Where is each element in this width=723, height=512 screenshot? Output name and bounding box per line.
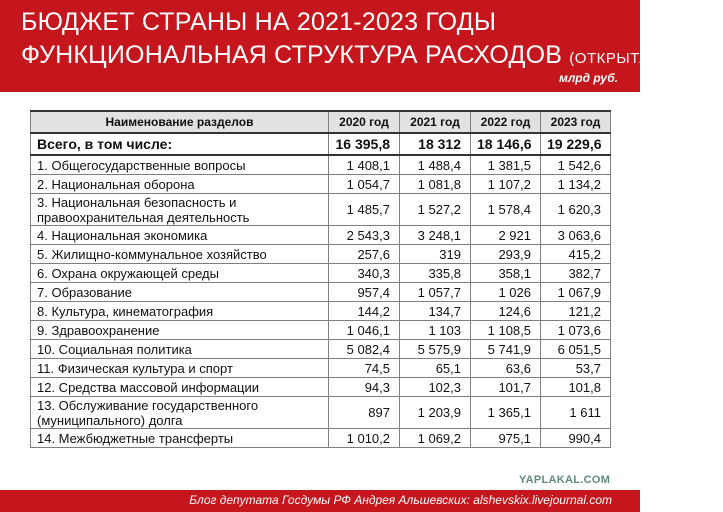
- row-label: 4. Национальная экономика: [31, 226, 329, 245]
- column-header-2023: 2023 год: [541, 111, 611, 133]
- row-value: 1 026: [471, 283, 541, 302]
- row-label: 10. Социальная политика: [31, 340, 329, 359]
- row-value: 319: [400, 245, 471, 264]
- row-label: 9. Здравоохранение: [31, 321, 329, 340]
- row-label: 5. Жилищно-коммунальное хозяйство: [31, 245, 329, 264]
- table-row: [31, 175, 611, 194]
- row-value: 3 248,1: [400, 226, 471, 245]
- total-2021: 18 312: [400, 133, 471, 155]
- row-value: 1 485,7: [329, 194, 400, 226]
- row-value: 1 108,5: [471, 321, 541, 340]
- row-value: 5 741,9: [471, 340, 541, 359]
- row-value: 1 381,5: [471, 155, 541, 175]
- row-value: 124,6: [471, 302, 541, 321]
- row-value: 5 082,4: [329, 340, 400, 359]
- row-label: 6. Охрана окружающей среды: [31, 264, 329, 283]
- row-label: 8. Культура, кинематография: [31, 302, 329, 321]
- column-header-2022: 2022 год: [471, 111, 541, 133]
- row-label: 2. Национальная оборона: [31, 175, 329, 194]
- row-value: 5 575,9: [400, 340, 471, 359]
- row-value: 415,2: [541, 245, 611, 264]
- row-value: 1 365,1: [471, 397, 541, 429]
- table-row: [31, 155, 611, 175]
- row-value: 1 203,9: [400, 397, 471, 429]
- table-row: [31, 378, 611, 397]
- row-value: 2 543,3: [329, 226, 400, 245]
- row-value: 340,3: [329, 264, 400, 283]
- total-2022: 18 146,6: [471, 133, 541, 155]
- footer-credit: Блог депутата Госдумы РФ Андрея Альшевских: alshevskix.livejournal.com: [189, 493, 612, 507]
- row-value: 257,6: [329, 245, 400, 264]
- budget-table: [30, 110, 611, 448]
- row-value: 1 073,6: [541, 321, 611, 340]
- row-label: 1. Общегосударственные вопросы: [31, 155, 329, 175]
- row-value: 382,7: [541, 264, 611, 283]
- row-value: 144,2: [329, 302, 400, 321]
- row-value: 1 488,4: [400, 155, 471, 175]
- row-value: 134,7: [400, 302, 471, 321]
- row-value: 990,4: [541, 429, 611, 448]
- row-value: 2 921: [471, 226, 541, 245]
- table-row: [31, 302, 611, 321]
- row-value: 1 054,7: [329, 175, 400, 194]
- row-label: 7. Образование: [31, 283, 329, 302]
- row-label: 13. Обслуживание государственного (муниципального) долга: [31, 397, 329, 429]
- table-row: [31, 429, 611, 448]
- subtitle-main: ФУНКЦИОНАЛЬНАЯ СТРУКТУРА РАСХОДОВ: [21, 41, 563, 69]
- page-title: БЮДЖЕТ СТРАНЫ НА 2021-2023 ГОДЫ: [21, 8, 497, 36]
- row-value: 1 103: [400, 321, 471, 340]
- row-value: 293,9: [471, 245, 541, 264]
- row-value: 1 408,1: [329, 155, 400, 175]
- row-value: 1 046,1: [329, 321, 400, 340]
- row-value: 102,3: [400, 378, 471, 397]
- table-row: [31, 245, 611, 264]
- total-label: Всего, в том числе:: [31, 133, 329, 155]
- table-row: [31, 264, 611, 283]
- total-row: [31, 133, 611, 155]
- row-value: 1 527,2: [400, 194, 471, 226]
- watermark: YAPLAKAL.COM: [519, 474, 611, 486]
- header-banner: [0, 0, 723, 92]
- row-value: 1 620,3: [541, 194, 611, 226]
- row-value: 101,7: [471, 378, 541, 397]
- row-value: 1 081,8: [400, 175, 471, 194]
- row-value: 1 107,2: [471, 175, 541, 194]
- row-value: 335,8: [400, 264, 471, 283]
- footer-banner: [0, 490, 640, 512]
- table-row: [31, 340, 611, 359]
- table-row: [31, 359, 611, 378]
- row-value: 1 010,2: [329, 429, 400, 448]
- table-row: [31, 226, 611, 245]
- table-row: [31, 283, 611, 302]
- page-subtitle: [21, 41, 723, 70]
- table-row: [31, 397, 611, 429]
- column-header-2021: 2021 год: [400, 111, 471, 133]
- row-label: 11. Физическая культура и спорт: [31, 359, 329, 378]
- row-value: 897: [329, 397, 400, 429]
- table-header-row: [31, 111, 611, 133]
- subtitle-note: (ОТКРЫТАЯ ЧАСТЬ): [569, 50, 723, 67]
- table-row: [31, 194, 611, 226]
- row-value: 6 051,5: [541, 340, 611, 359]
- row-value: 74,5: [329, 359, 400, 378]
- row-value: 1 057,7: [400, 283, 471, 302]
- row-value: 94,3: [329, 378, 400, 397]
- row-value: 53,7: [541, 359, 611, 378]
- row-value: 1 542,6: [541, 155, 611, 175]
- table-row: [31, 321, 611, 340]
- row-value: 65,1: [400, 359, 471, 378]
- total-2023: 19 229,6: [541, 133, 611, 155]
- column-header-2020: 2020 год: [329, 111, 400, 133]
- row-label: 14. Межбюджетные трансферты: [31, 429, 329, 448]
- row-value: 1 611: [541, 397, 611, 429]
- row-value: 63,6: [471, 359, 541, 378]
- row-value: 975,1: [471, 429, 541, 448]
- row-label: 12. Средства массовой информации: [31, 378, 329, 397]
- unit-label: млрд руб.: [558, 71, 618, 85]
- row-label: 3. Национальная безопасность и правоохранительная деятельность: [31, 194, 329, 226]
- row-value: 121,2: [541, 302, 611, 321]
- row-value: 358,1: [471, 264, 541, 283]
- row-value: 1 069,2: [400, 429, 471, 448]
- total-2020: 16 395,8: [329, 133, 400, 155]
- row-value: 3 063,6: [541, 226, 611, 245]
- row-value: 1 578,4: [471, 194, 541, 226]
- row-value: 1 067,9: [541, 283, 611, 302]
- row-value: 957,4: [329, 283, 400, 302]
- row-value: 101,8: [541, 378, 611, 397]
- column-header-name: Наименование разделов: [31, 111, 329, 133]
- row-value: 1 134,2: [541, 175, 611, 194]
